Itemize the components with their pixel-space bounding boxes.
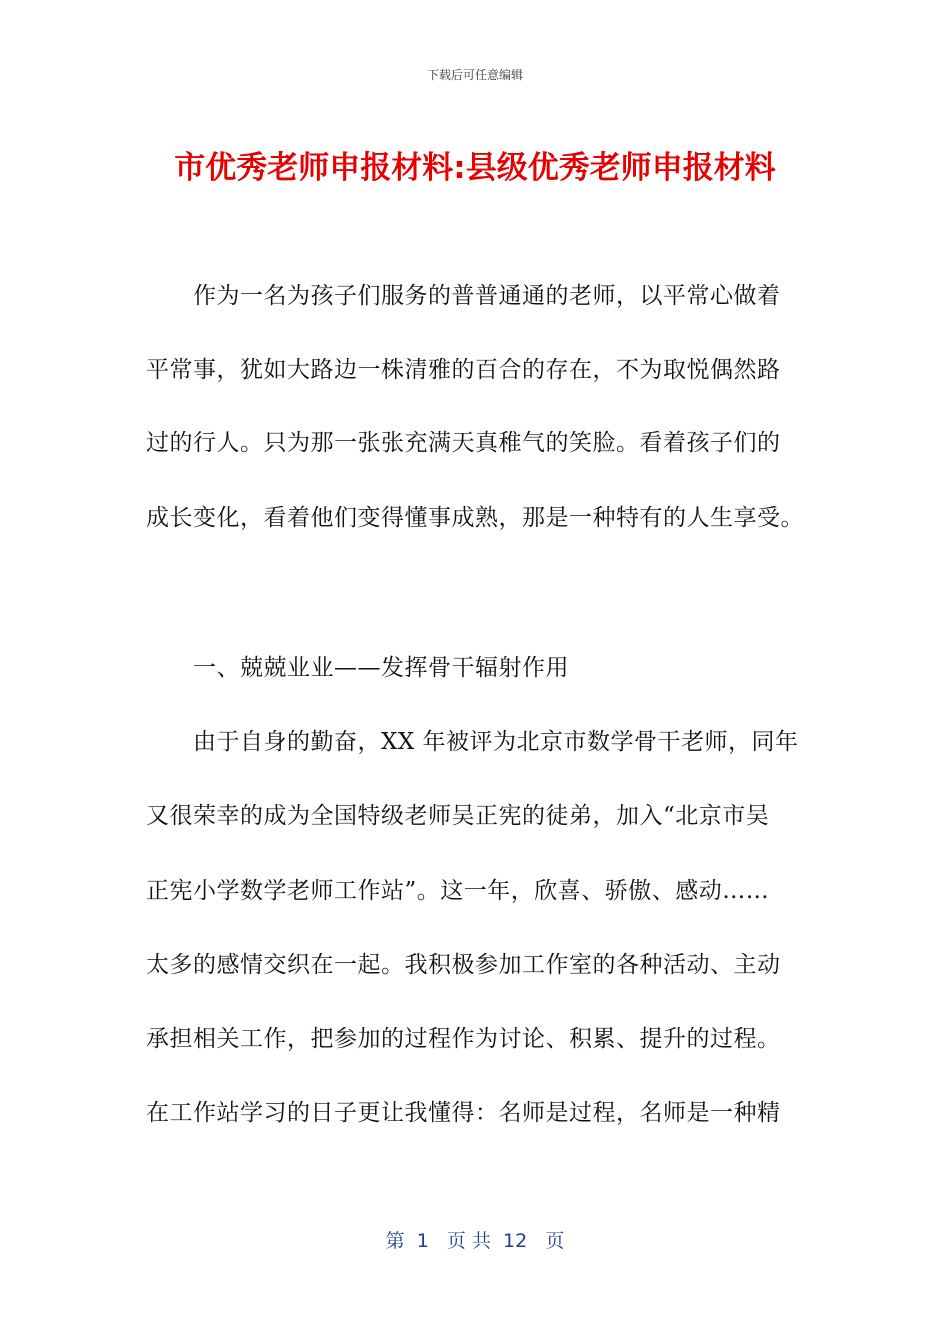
paragraph-line: 太多的感情交织在一起。我积极参加工作室的各种活动、主动 [146, 952, 781, 978]
paragraph-line: 过的行人。只为那一张张充满天真稚气的笑脸。看着孩子们的 [146, 430, 781, 456]
paragraph-line: 又很荣幸的成为全国特级老师吴正宪的徒弟，加入“北京市吴 [146, 803, 770, 829]
paragraph-line: 由于自身的勤奋，XX 年被评为北京市数学骨干老师，同年 [193, 729, 799, 755]
paragraph-line: 平常事，犹如大路边一株清雅的百合的存在，不为取悦偶然路 [146, 357, 781, 383]
section-heading: 一、兢兢业业——发挥骨干辐射作用 [193, 655, 569, 681]
document-title: 市优秀老师申报材料:县级优秀老师申报材料 [174, 150, 776, 186]
paragraph-line: 在工作站学习的日子更让我懂得：名师是过程，名师是一种精 [146, 1100, 781, 1126]
paragraph-line: 成长变化，看着他们变得懂事成熟，那是一种特有的人生享受。 [146, 505, 804, 531]
paragraph-line: 承担相关工作，把参加的过程作为讨论、积累、提升的过程。 [146, 1026, 781, 1052]
paragraph-line: 正宪小学数学老师工作站”。这一年，欣喜、骄傲、感动…… [146, 878, 770, 904]
page-number-footer: 第 1 页 共 12 页 [385, 1230, 565, 1252]
paragraph-line: 作为一名为孩子们服务的普普通通的老师，以平常心做着 [193, 283, 781, 309]
header-note: 下载后可任意编辑 [426, 68, 523, 82]
